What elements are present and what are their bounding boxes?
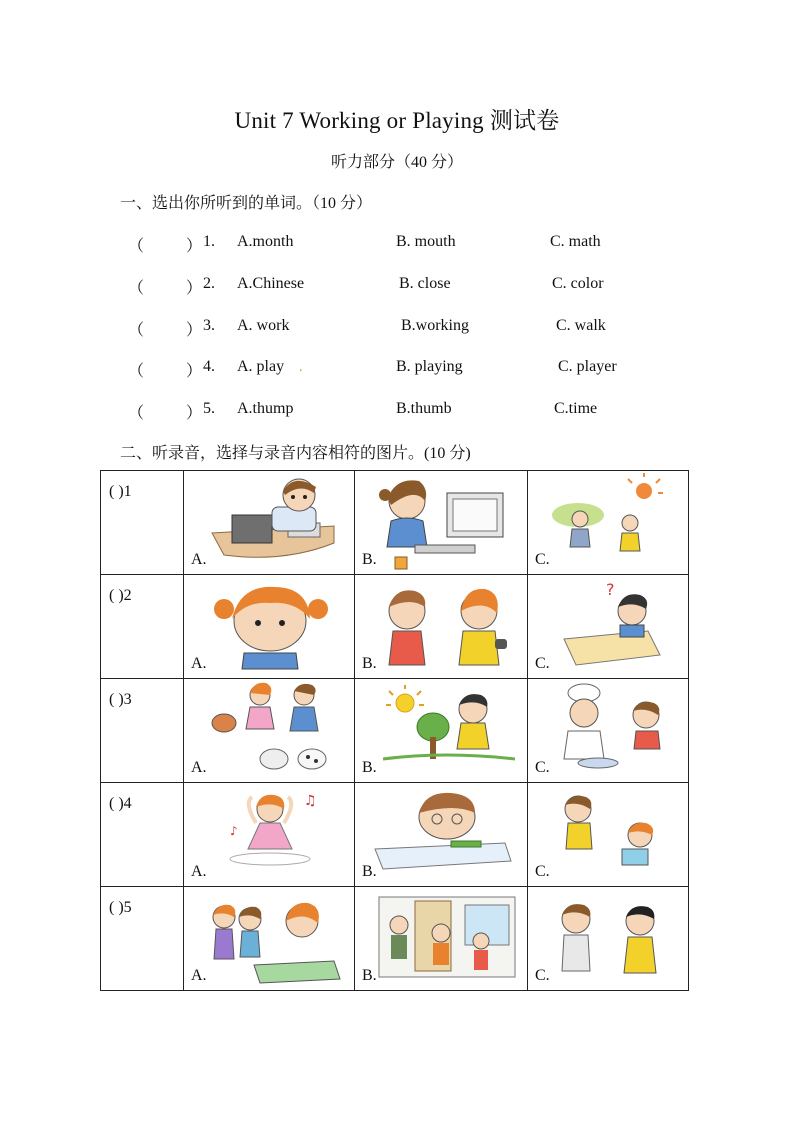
question-cell xyxy=(101,679,184,783)
option-a: A.month xyxy=(237,233,294,250)
option-letter: A. xyxy=(191,759,207,776)
option-letter: C. xyxy=(535,967,550,984)
question-number: 1. xyxy=(203,233,215,250)
question-cell xyxy=(101,471,184,575)
answer-paren-open: （ xyxy=(128,405,145,422)
option-letter: A. xyxy=(191,863,207,880)
question-number: 5. xyxy=(203,400,215,417)
question-cell xyxy=(101,887,184,991)
option-letter: C. xyxy=(535,863,550,880)
boy-and-girl-illustration xyxy=(355,575,527,678)
picture-option-c[interactable] xyxy=(528,887,689,991)
girl-at-computer-illustration xyxy=(355,471,527,574)
question-label: ( )3 xyxy=(109,691,132,708)
picture-option-b[interactable] xyxy=(355,783,528,887)
family-cooking-illustration xyxy=(184,887,354,990)
picture-option-a[interactable] xyxy=(184,471,355,575)
table-row xyxy=(101,887,689,991)
option-a: A. play xyxy=(237,358,285,375)
section2-heading: 二、听录音，选择与录音内容相符的图片。(10 分) xyxy=(120,445,471,462)
option-letter: B. xyxy=(362,551,377,568)
picture-choice-table xyxy=(100,470,689,991)
section1-heading: 一、选出你所听到的单词。（10 分） xyxy=(120,195,373,212)
option-b: B. mouth xyxy=(396,233,456,250)
option-a: A.thump xyxy=(237,400,294,417)
option-letter: A. xyxy=(191,551,207,568)
option-letter: A. xyxy=(191,655,207,672)
kids-playing-with-dogs-illustration xyxy=(184,679,354,782)
answer-paren-close: ） xyxy=(186,280,203,297)
question-label: ( )2 xyxy=(109,587,132,604)
picture-option-a[interactable] xyxy=(184,679,355,783)
svg-text:?: ? xyxy=(606,580,615,599)
stray-mark: . xyxy=(299,360,303,375)
question-row-5 xyxy=(0,400,794,422)
question-row-1 xyxy=(0,233,794,255)
question-number: 2. xyxy=(203,275,215,292)
picture-option-c[interactable] xyxy=(528,679,689,783)
page-subtitle: 听力部分（40 分） xyxy=(330,154,463,171)
picture-option-a[interactable] xyxy=(184,575,355,679)
table-row xyxy=(101,783,689,887)
option-c: C. math xyxy=(550,233,601,250)
picture-option-c[interactable] xyxy=(528,783,689,887)
thinking-girl-illustration xyxy=(184,575,354,678)
picture-option-b[interactable] xyxy=(355,575,528,679)
picture-option-c[interactable] xyxy=(528,575,689,679)
answer-paren-close: ） xyxy=(186,363,203,380)
two-boys-talking-illustration xyxy=(528,887,688,990)
option-letter: B. xyxy=(362,655,377,672)
option-b: B.thumb xyxy=(396,400,452,417)
option-letter: B. xyxy=(362,759,377,776)
kids-playing-outside-illustration xyxy=(528,471,688,574)
option-b: B.working xyxy=(401,317,469,334)
option-a: A. work xyxy=(237,317,290,334)
family-in-room-illustration xyxy=(355,887,527,990)
option-b: B. playing xyxy=(396,358,463,375)
option-c: C. walk xyxy=(556,317,606,334)
picture-option-a[interactable] xyxy=(184,887,355,991)
answer-paren-close: ） xyxy=(186,238,203,255)
svg-text:♫: ♫ xyxy=(304,793,317,809)
man-at-computer-illustration xyxy=(184,471,354,574)
option-letter: B. xyxy=(362,967,377,984)
question-cell xyxy=(101,783,184,887)
question-number: 3. xyxy=(203,317,215,334)
dancing-girl-illustration xyxy=(184,783,354,886)
option-letter: A. xyxy=(191,967,207,984)
question-label: ( )5 xyxy=(109,899,132,916)
boy-and-girl-reading-illustration xyxy=(528,783,688,886)
option-letter: B. xyxy=(362,863,377,880)
table-row xyxy=(101,471,689,575)
answer-paren-close: ） xyxy=(186,322,203,339)
boy-doing-homework-illustration xyxy=(528,575,688,678)
boy-under-sun-illustration xyxy=(355,679,527,782)
boy-drawing-illustration xyxy=(355,783,527,886)
svg-text:♪: ♪ xyxy=(230,824,238,838)
table-row xyxy=(101,575,689,679)
question-label: ( )1 xyxy=(109,483,132,500)
chef-and-boy-illustration xyxy=(528,679,688,782)
picture-option-b[interactable] xyxy=(355,887,528,991)
option-letter: C. xyxy=(535,551,550,568)
answer-paren-close: ） xyxy=(186,405,203,422)
question-row-3 xyxy=(0,317,794,339)
option-a: A.Chinese xyxy=(237,275,305,292)
option-c: C. player xyxy=(558,358,617,375)
picture-option-a[interactable] xyxy=(184,783,355,887)
page-title: Unit 7 Working or Playing 测试卷 xyxy=(234,108,560,133)
option-letter: C. xyxy=(535,655,550,672)
option-letter: C. xyxy=(535,759,550,776)
question-row-2 xyxy=(0,275,794,297)
answer-paren-open: （ xyxy=(128,363,145,380)
question-row-4 xyxy=(0,358,794,380)
option-c: C.time xyxy=(554,400,598,417)
question-label: ( )4 xyxy=(109,795,132,812)
question-cell xyxy=(101,575,184,679)
table-row xyxy=(101,679,689,783)
picture-option-b[interactable] xyxy=(355,471,528,575)
picture-option-c[interactable] xyxy=(528,471,689,575)
picture-option-b[interactable] xyxy=(355,679,528,783)
answer-paren-open: （ xyxy=(128,280,145,297)
option-c: C. color xyxy=(552,275,604,292)
option-b: B. close xyxy=(399,275,451,292)
answer-paren-open: （ xyxy=(128,322,145,339)
answer-paren-open: （ xyxy=(128,238,145,255)
question-number: 4. xyxy=(203,358,215,375)
